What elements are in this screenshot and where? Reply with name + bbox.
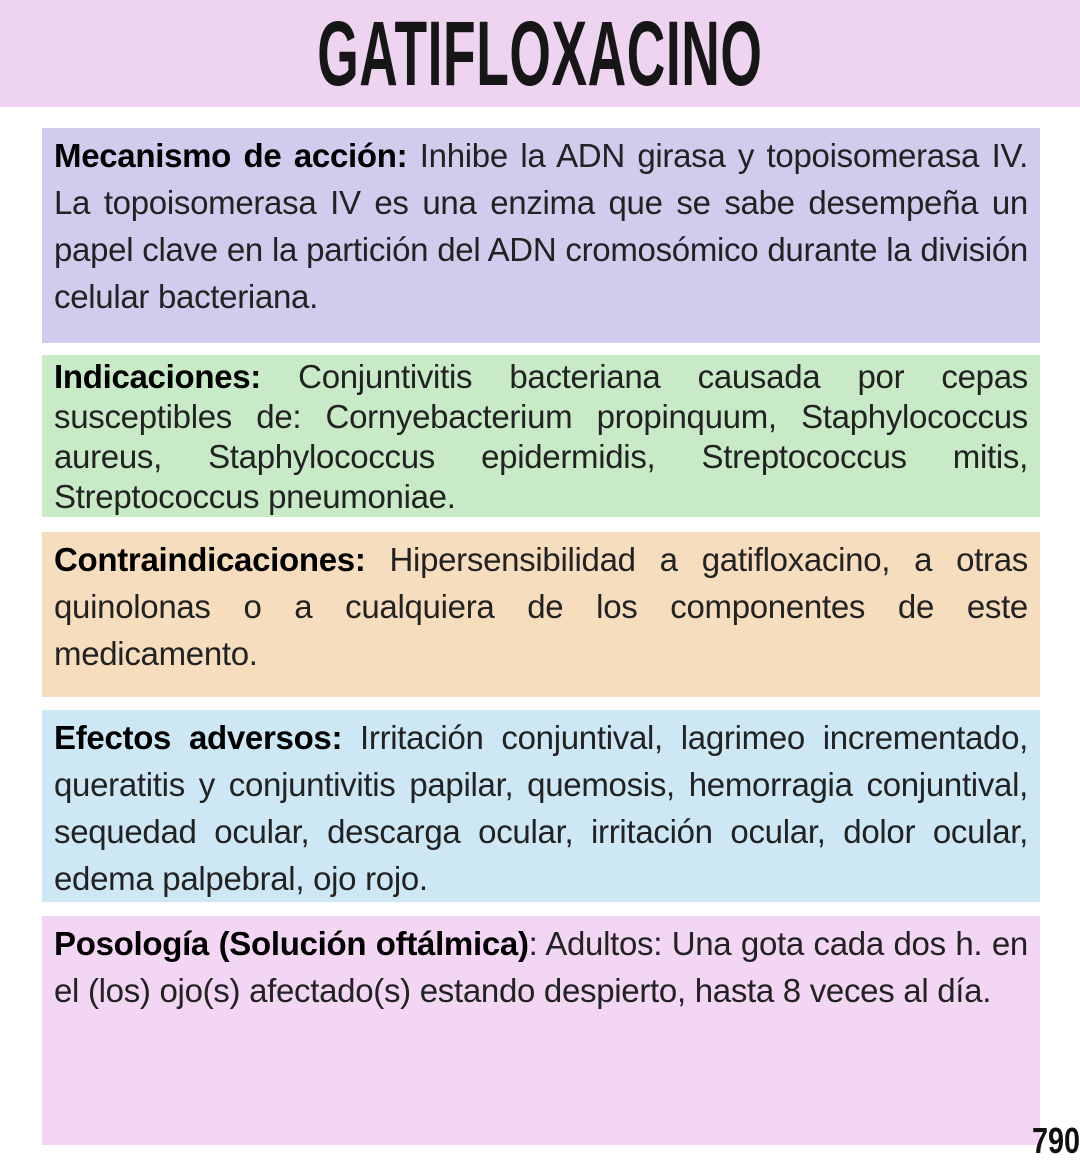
section-posologia [42, 916, 1040, 1145]
section-paragraph [54, 357, 1028, 517]
header-banner [0, 0, 1080, 107]
section-label: Contraindicaciones: [54, 541, 366, 578]
section-body-text: Hipersensibilidad a gatifloxacino, a otras quinolonas o a cualquiera de los componentes de este medicamento. [54, 541, 1028, 672]
section-label: Posología (Solución oftálmica) [54, 925, 529, 962]
page-title: GATIFLOXACINO [317, 2, 763, 105]
section-efectos-adversos [42, 710, 1040, 902]
section-label: Indicaciones: [54, 358, 261, 395]
section-label: Efectos adversos: [54, 719, 343, 756]
section-label: Mecanismo de acción: [54, 137, 408, 174]
section-mecanismo-de-accion [42, 128, 1040, 343]
section-contraindicaciones [42, 532, 1040, 697]
page-number: 790 [1031, 1120, 1080, 1161]
section-paragraph [54, 132, 1028, 320]
section-body-text: Conjuntivitis bacteriana causada por cepas susceptibles de: Cornyebacterium propinquum, Staphylococcus aureus, Staphylococcus epidermidis, Streptococcus mitis, Streptococcus pneumoniae. [54, 358, 1028, 515]
section-paragraph [54, 536, 1028, 677]
section-paragraph [54, 714, 1028, 902]
section-paragraph [54, 920, 1028, 1014]
section-indicaciones [42, 355, 1040, 517]
section-body-text: : Adultos: Una gota cada dos h. en el (los) ojo(s) afectado(s) estando despierto, hasta 8 veces al día. [54, 925, 1028, 1009]
section-body-text: Inhibe la ADN girasa y topoisomerasa IV. La topoisomerasa IV es una enzima que se sabe desempeña un papel clave en la partición del ADN cromosómico durante la división celular bacteriana. [54, 137, 1028, 315]
content-sections [42, 128, 1040, 1145]
section-body-text: Irritación conjuntival, lagrimeo incrementado, queratitis y conjuntivitis papilar, quemosis, hemorragia conjuntival, sequedad ocular, descarga ocular, irritación ocular, dolor ocular, edema palpebral, ojo rojo. [54, 719, 1028, 897]
